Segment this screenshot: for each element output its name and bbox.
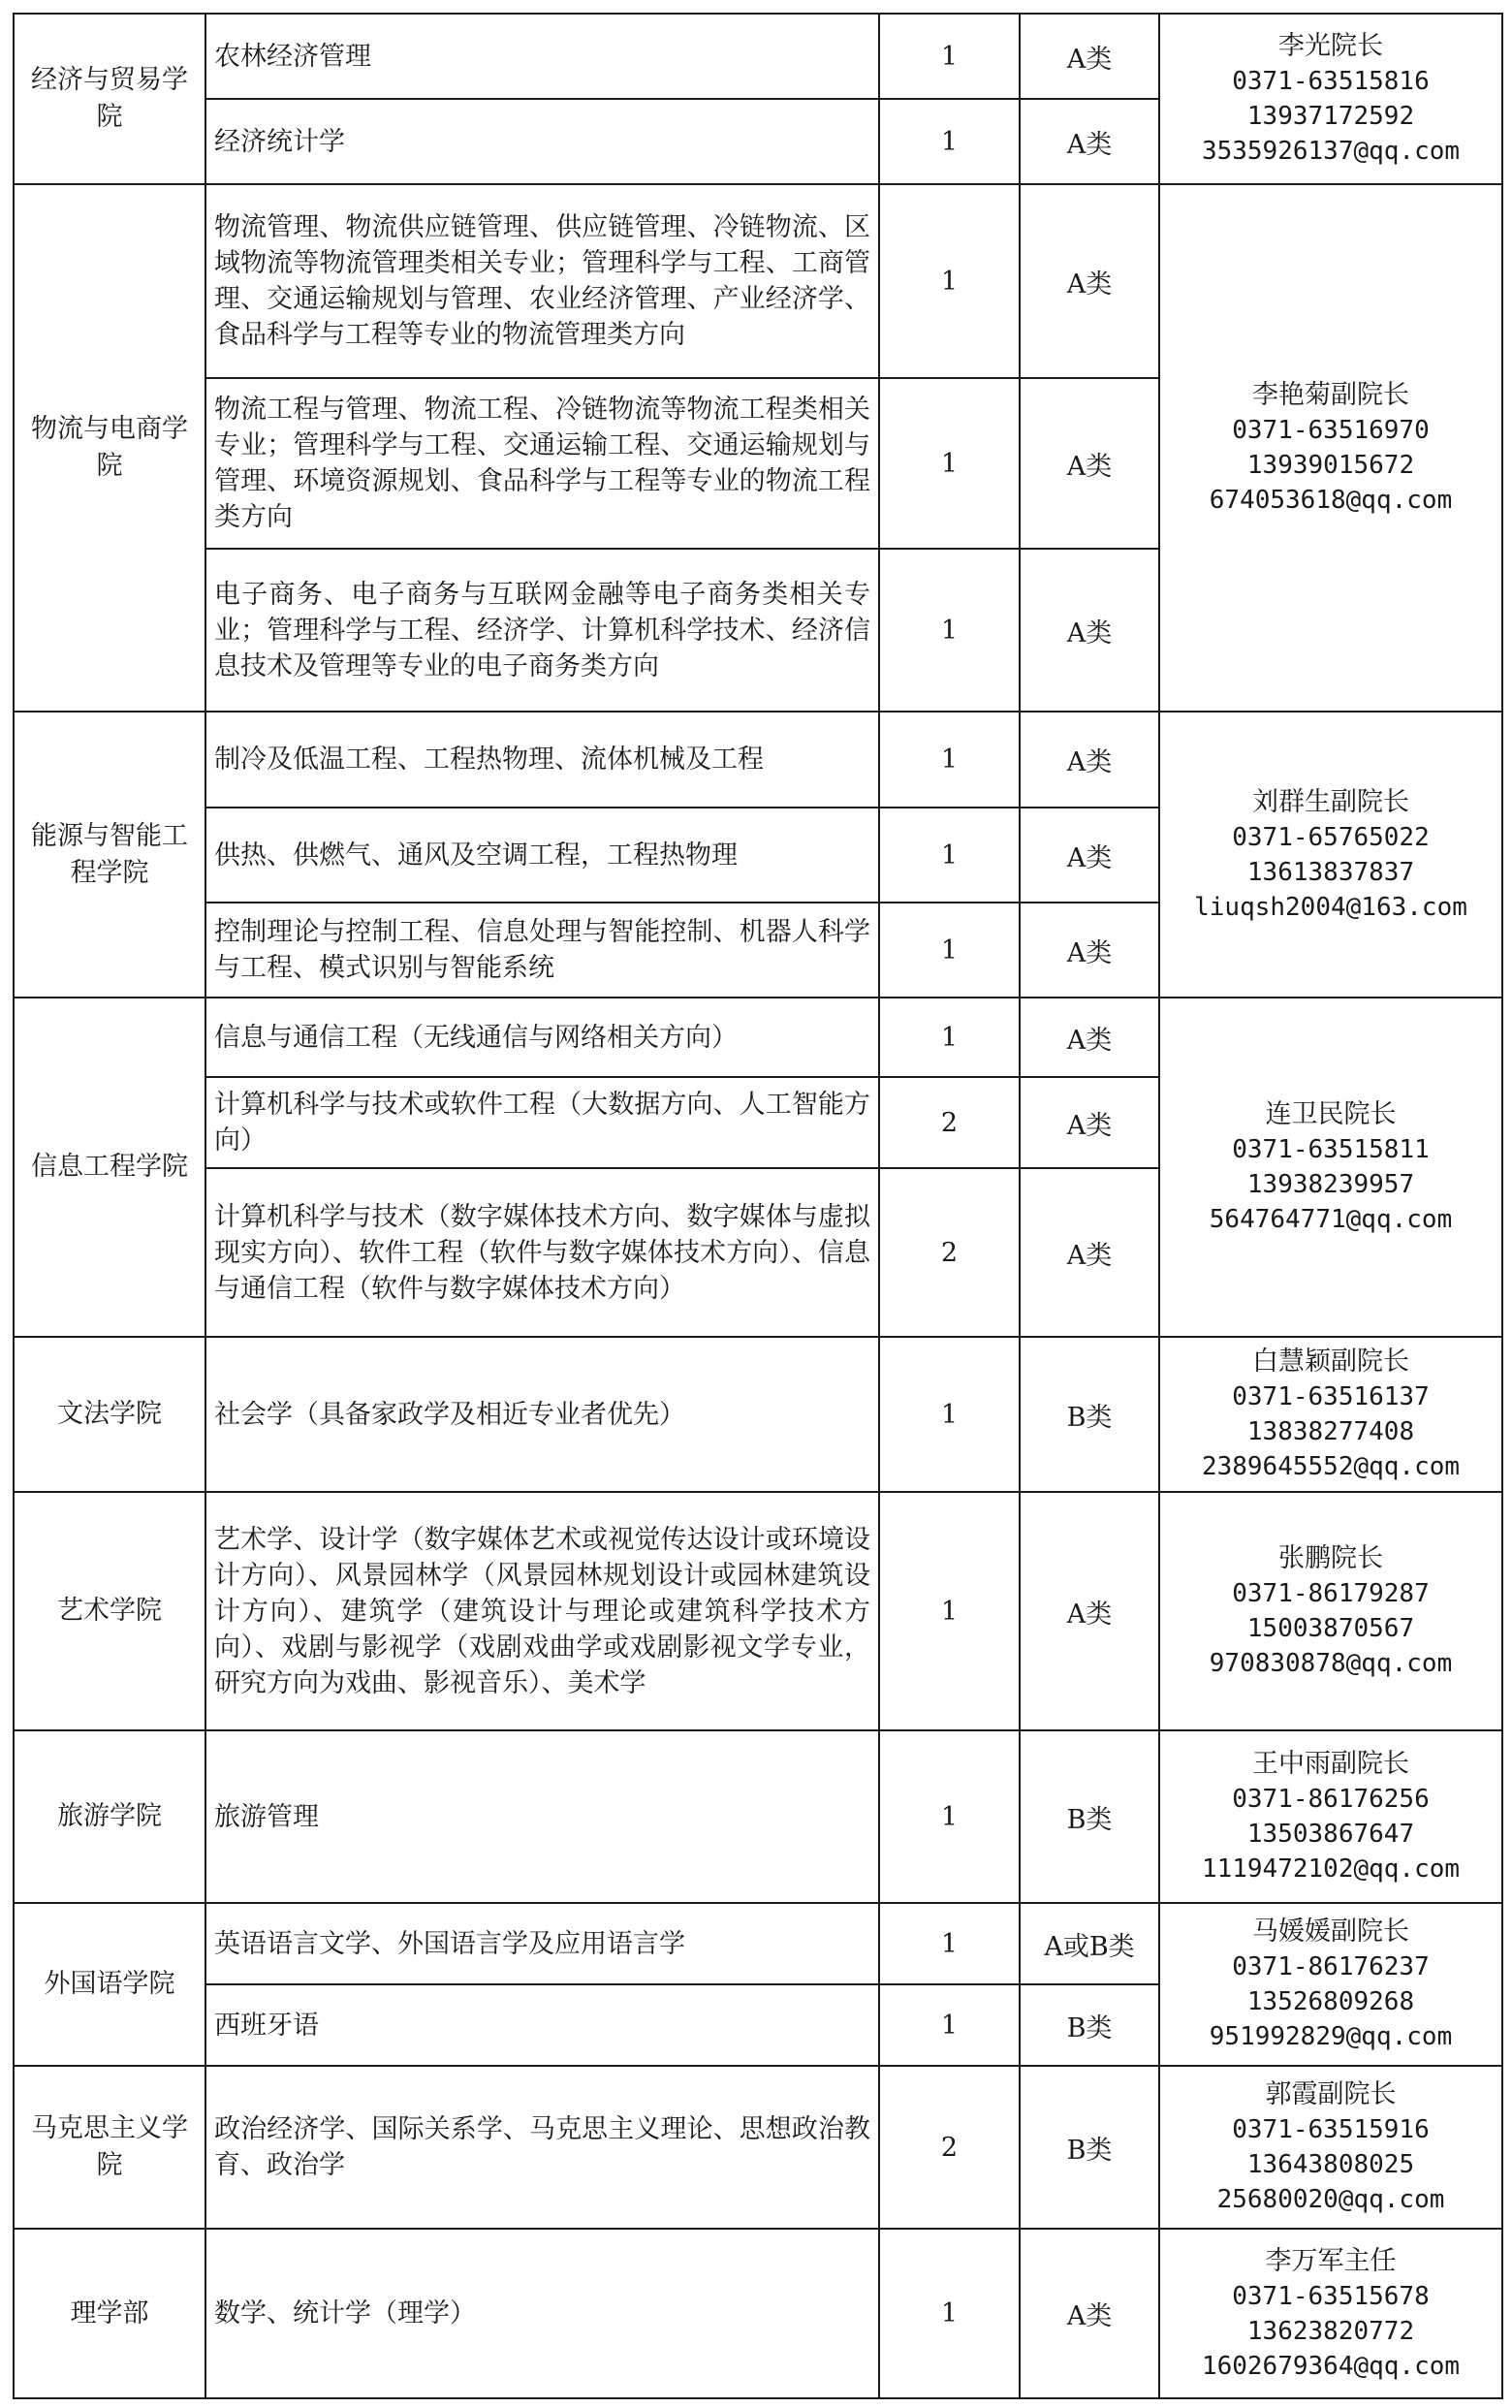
headcount-cell: 1 <box>879 1337 1020 1492</box>
contact-cell <box>1159 712 1502 998</box>
major-cell: 计算机科学与技术或软件工程（大数据方向、人工智能方向） <box>205 1077 879 1168</box>
contact-phone: 0371-86176256 <box>1232 1785 1430 1814</box>
contact-name: 白慧颖副院长 <box>1252 1347 1409 1377</box>
contact-phone: 0371-63515811 <box>1232 1135 1430 1164</box>
major-cell: 电子商务、电子商务与互联网金融等电子商务类相关专业；管理科学与工程、经济学、计算机科学技术、经济信息技术及管理等专业的电子商务类方向 <box>205 549 879 712</box>
contact-name: 李万军主任 <box>1265 2245 1397 2276</box>
contact-phone: 0371-65765022 <box>1232 822 1430 852</box>
college-name: 物流与电商学院 <box>14 184 205 712</box>
contact-mobile: 13526809268 <box>1246 1987 1415 2016</box>
headcount-cell: 1 <box>879 549 1020 712</box>
recruitment-table <box>13 13 1503 2399</box>
category-cell: B类 <box>1020 1984 1159 2066</box>
major-cell: 艺术学、设计学（数字媒体艺术或视觉传达设计或环境设计方向）、风景园林学（风景园林规划设计或园林建筑设计方向）、建筑学（建筑设计与理论或建筑科学技术方向）、戏剧与影视学（戏剧戏曲学或戏剧影视文学专业，研究方向为戏曲、影视音乐）、美术学 <box>205 1492 879 1730</box>
category-cell: A类 <box>1020 549 1159 712</box>
college-name: 马克思主义学院 <box>14 2066 205 2229</box>
contact-email: 3535926137@qq.com <box>1201 137 1461 166</box>
contact-cell <box>1159 1903 1502 2066</box>
major-cell: 西班牙语 <box>205 1984 879 2066</box>
contact-mobile: 13643808025 <box>1246 2150 1415 2179</box>
contact-email: 1119472102@qq.com <box>1201 1854 1461 1884</box>
category-cell: B类 <box>1020 1337 1159 1492</box>
contact-mobile: 13937172592 <box>1246 102 1415 131</box>
headcount-cell: 2 <box>879 1168 1020 1337</box>
category-cell: A类 <box>1020 1168 1159 1337</box>
major-cell: 旅游管理 <box>205 1730 879 1903</box>
headcount-cell: 1 <box>879 378 1020 549</box>
contact-mobile: 13838277408 <box>1246 1417 1415 1446</box>
contact-name: 郭霞副院长 <box>1265 2079 1397 2109</box>
contact-cell <box>1159 184 1502 712</box>
major-cell: 农林经济管理 <box>205 14 879 99</box>
contact-name: 马媛媛副院长 <box>1252 1917 1409 1947</box>
headcount-cell: 1 <box>879 903 1020 998</box>
major-cell: 物流工程与管理、物流工程、冷链物流等物流工程类相关专业；管理科学与工程、交通运输工程、交通运输规划与管理、环境资源规划、食品科学与工程等专业的物流工程类方向 <box>205 378 879 549</box>
contact-email: 674053618@qq.com <box>1209 486 1453 515</box>
contact-cell <box>1159 14 1502 184</box>
contact-email: 564764771@qq.com <box>1209 1205 1453 1234</box>
college-name: 能源与智能工程学院 <box>14 712 205 998</box>
headcount-cell: 1 <box>879 1903 1020 1984</box>
category-cell: A类 <box>1020 14 1159 99</box>
headcount-cell: 2 <box>879 1077 1020 1168</box>
contact-name: 连卫民院长 <box>1265 1099 1397 1129</box>
contact-phone: 0371-63515916 <box>1232 2115 1430 2144</box>
contact-name: 王中雨副院长 <box>1252 1749 1409 1779</box>
headcount-cell: 1 <box>879 184 1020 378</box>
headcount-cell: 1 <box>879 998 1020 1077</box>
category-cell: A类 <box>1020 378 1159 549</box>
contact-email: 970830878@qq.com <box>1209 1649 1453 1678</box>
contact-email: 25680020@qq.com <box>1216 2185 1445 2214</box>
contact-phone: 0371-86179287 <box>1232 1579 1430 1608</box>
contact-cell <box>1159 998 1502 1337</box>
major-cell: 控制理论与控制工程、信息处理与智能控制、机器人科学与工程、模式识别与智能系统 <box>205 903 879 998</box>
category-cell: A类 <box>1020 1492 1159 1730</box>
major-cell: 物流管理、物流供应链管理、供应链管理、冷链物流、区域物流等物流管理类相关专业；管理科学与工程、工商管理、交通运输规划与管理、农业经济管理、产业经济学、食品科学与工程等专业的物流管理类方向 <box>205 184 879 378</box>
college-name: 外国语学院 <box>14 1903 205 2066</box>
contact-phone: 0371-63516137 <box>1232 1382 1430 1411</box>
contact-email: liuqsh2004@163.com <box>1194 892 1467 922</box>
major-cell: 数学、统计学（理学） <box>205 2229 879 2398</box>
category-cell: A类 <box>1020 1077 1159 1168</box>
contact-email: 1602679364@qq.com <box>1201 2351 1461 2381</box>
contact-cell <box>1159 2066 1502 2229</box>
contact-cell <box>1159 2229 1502 2398</box>
contact-cell <box>1159 1337 1502 1492</box>
category-cell: A类 <box>1020 99 1159 184</box>
major-cell: 经济统计学 <box>205 99 879 184</box>
contact-phone: 0371-63516970 <box>1232 416 1430 445</box>
category-cell: A类 <box>1020 998 1159 1077</box>
category-cell: A类 <box>1020 712 1159 808</box>
contact-name: 张鹏院长 <box>1278 1543 1383 1573</box>
college-name: 经济与贸易学院 <box>14 14 205 184</box>
college-name: 艺术学院 <box>14 1492 205 1730</box>
contact-name: 李光院长 <box>1278 31 1383 61</box>
headcount-cell: 1 <box>879 1984 1020 2066</box>
college-name: 信息工程学院 <box>14 998 205 1337</box>
major-cell: 制冷及低温工程、工程热物理、流体机械及工程 <box>205 712 879 808</box>
contact-mobile: 15003870567 <box>1246 1614 1415 1643</box>
contact-mobile: 13938239957 <box>1246 1170 1415 1199</box>
headcount-cell: 1 <box>879 1730 1020 1903</box>
headcount-cell: 1 <box>879 14 1020 99</box>
category-cell: A类 <box>1020 808 1159 903</box>
contact-mobile: 13613837837 <box>1246 857 1415 887</box>
major-cell: 英语语言文学、外国语言学及应用语言学 <box>205 1903 879 1984</box>
category-cell: A类 <box>1020 903 1159 998</box>
headcount-cell: 2 <box>879 2066 1020 2229</box>
headcount-cell: 1 <box>879 99 1020 184</box>
category-cell: A类 <box>1020 2229 1159 2398</box>
college-name: 文法学院 <box>14 1337 205 1492</box>
headcount-cell: 1 <box>879 1492 1020 1730</box>
contact-cell <box>1159 1492 1502 1730</box>
contact-email: 951992829@qq.com <box>1209 2022 1453 2051</box>
headcount-cell: 1 <box>879 808 1020 903</box>
major-cell: 社会学（具备家政学及相近专业者优先） <box>205 1337 879 1492</box>
major-cell: 信息与通信工程（无线通信与网络相关方向） <box>205 998 879 1077</box>
category-cell: A或B类 <box>1020 1903 1159 1984</box>
headcount-cell: 1 <box>879 2229 1020 2398</box>
college-name: 理学部 <box>14 2229 205 2398</box>
category-cell: B类 <box>1020 1730 1159 1903</box>
contact-phone: 0371-86176237 <box>1232 1952 1430 1981</box>
contact-mobile: 13939015672 <box>1246 451 1415 480</box>
major-cell: 政治经济学、国际关系学、马克思主义理论、思想政治教育、政治学 <box>205 2066 879 2229</box>
college-name: 旅游学院 <box>14 1730 205 1903</box>
contact-mobile: 13503867647 <box>1246 1820 1415 1849</box>
major-cell: 供热、供燃气、通风及空调工程，工程热物理 <box>205 808 879 903</box>
headcount-cell: 1 <box>879 712 1020 808</box>
contact-email: 2389645552@qq.com <box>1201 1452 1461 1481</box>
contact-name: 刘群生副院长 <box>1252 786 1409 817</box>
contact-phone: 0371-63515816 <box>1232 67 1430 96</box>
contact-mobile: 13623820772 <box>1246 2316 1415 2346</box>
category-cell: A类 <box>1020 184 1159 378</box>
contact-name: 李艳菊副院长 <box>1252 380 1409 410</box>
category-cell: B类 <box>1020 2066 1159 2229</box>
contact-cell <box>1159 1730 1502 1903</box>
contact-phone: 0371-63515678 <box>1232 2281 1430 2311</box>
major-cell: 计算机科学与技术（数字媒体技术方向、数字媒体与虚拟现实方向）、软件工程（软件与数字媒体技术方向）、信息与通信工程（软件与数字媒体技术方向） <box>205 1168 879 1337</box>
